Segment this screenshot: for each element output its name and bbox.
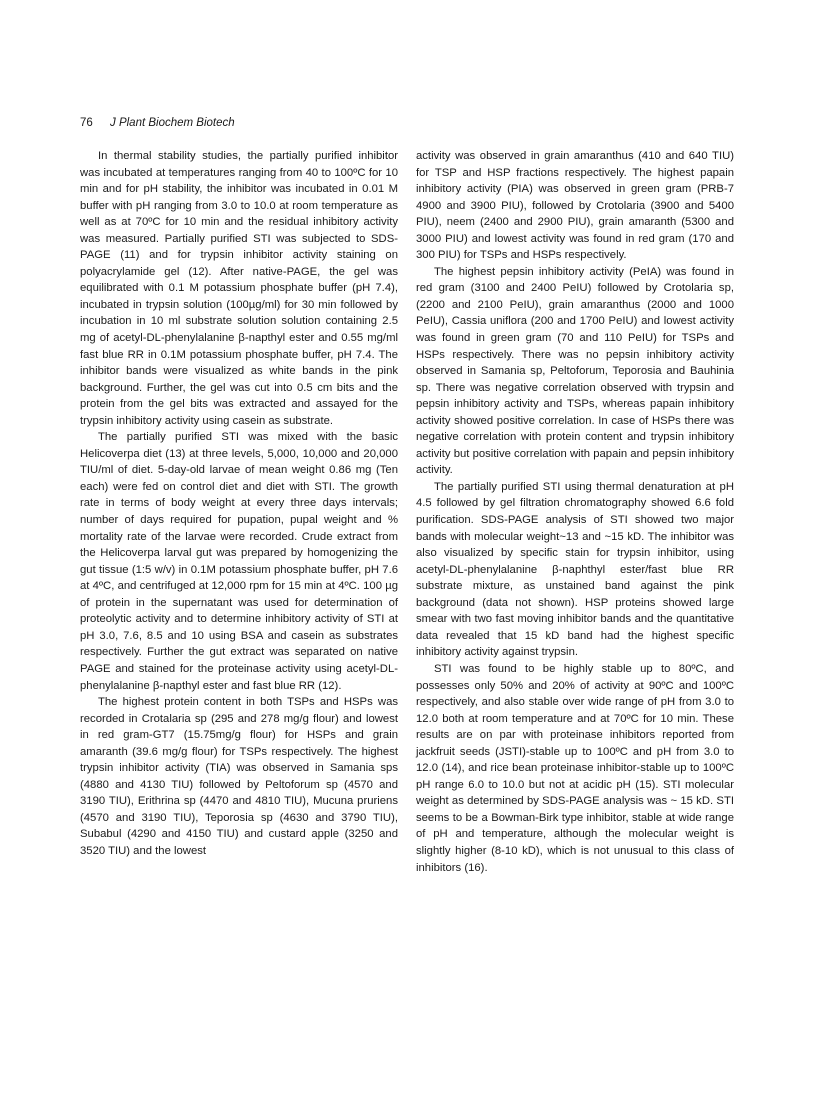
paragraph-purification: The partially purified STI using thermal denaturation at pH 4.5 followed by gel filtration chromatography showed 6.6 fold purification. SDS-PAGE analysis of STI showed two major bands with molecular weight~13 and ~15 kD. The inhibitor was also visualized by specific stain for trypsin inhibitor, using acetyl-DL-phenylalanine β-naphthyl ester/fast blue RR substrate mixture, as unstained band against the pink background (data not shown). HSP proteins showed large smear with two fast moving inhibitor bands and the quantitative data revealed that 15 kD band had the highest specific inhibitory activity against trypsin.	[416, 480, 734, 659]
paragraph-pepsin-inhibitory: The highest pepsin inhibitory activity (PeIA) was found in red gram (3100 and 2400 PeIU) followed by Crotolaria sp, (2200 and 2100 PeIU), grain amaranthus (2000 and 1000 PeIU), Cassia uniflora (200 and 1700 PeIU) and lowest activity was found in green gram (70 and 110 PeIU) for TSPs and HSPs respectively. There was no pepsin inhibitory activity observed in Samania sp, Peltoforum, Teporosia and Bauhinia sp. There was negative correlation observed with trypsin and pepsin inhibitory activity and TSPs, whereas papain inhibitory activity showed positive correlation. In case of HSPs there was negative correlation with protein content and trypsin inhibitory activity but positive correlation with papain and pepsin inhibitory activity.	[416, 265, 734, 477]
paragraph-larval-bioassay: The partially purified STI was mixed with the basic Helicoverpa diet (13) at three levels, 5,000, 10,000 and 20,000 TIU/ml of diet. 5-day-old larvae of mean weight 0.86 mg (Ten each) were fed on control diet and diet with STI. The growth rate in terms of body weight at every three days intervals; number of days required for pupation, pupal weight and % mortality rate of the larvae were recorded. Crude extract from the Helicoverpa larval gut was prepared by homogenizing the gut tissue (1:5 w/v) in 0.1M potassium phosphate buffer, pH 7.6 at 4ºC, and centrifuged at 12,000 rpm for 15 min at 4ºC. 100 µg of protein in the supernatant was used for determination of proteolytic activity and to determine inhibitory activity of STI at pH 3.0, 7.6, 8.5 and 10 using BSA and casein as substrates respectively. Further the gut extract was separated on native PAGE and stained for the proteinase activity using acetyl-DL-phenylalanine β-napthyl ester and fast blue RR (12).	[80, 431, 398, 692]
journal-title: J Plant Biochem Biotech	[110, 117, 235, 129]
paragraph-thermal-stability: In thermal stability studies, the partially purified inhibitor was incubated at temperatures ranging from 40 to 100ºC for 10 min and for pH stability, the inhibitor was incubated in 0.01 M buffer with pH ranging from 3.0 to 10.0 at room temperature as well as at 70ºC for 10 min and the residual inhibitory activity was measured. Partially purified STI was subjected to SDS-PAGE (11) and for trypsin inhibitor activity staining on polyacrylamide gel (12). After native-PAGE, the gel was equilibrated with 0.1 M potassium phosphate buffer (pH 7.4), incubated in trypsin solution (100µg/ml) for 30 min followed by incubation in 10 ml substrate solution solution containing 2.5 mg of acetyl-DL-phenylalanine β-napthyl ester and 0.55 mg/ml fast blue RR in 0.1M potassium phosphate buffer, pH 7.4. The inhibitor bands were visualized as white bands in the pink background. Further, the gel was cut into 0.5 cm bits and the protein from the gel bits was extracted and assayed for the trypsin inhibitory activity using casein as substrate.	[80, 150, 398, 427]
running-header	[80, 117, 235, 129]
paragraph-papain-inhibitory: activity was observed in grain amaranthus (410 and 640 TIU) for TSP and HSP fractions respectively. The highest papain inhibitory activity (PIA) was observed in green gram (PRB-7 4900 and 3900 PIU), followed by Crotolaria (3900 and 5400 PIU), neem (2400 and 2900 PIU), grain amaranth (5300 and 3000 PIU) and lowest activity was found in red gram (170 and 300 PIU) for TSPs and HSPs respectively.	[416, 150, 734, 262]
paragraph-protein-content: The highest protein content in both TSPs and HSPs was recorded in Crotalaria sp (295 and 278 mg/g flour) and lowest in red gram-GT7 (15.75mg/g flour) for HSPs and grain amaranth (39.6 mg/g flour) for TSPs respectively. The highest trypsin inhibitor activity (TIA) was observed in Samania sps (4880 and 4130 TIU) followed by Peltoforum sp (4570 and 3190 TIU), Erithrina sp (4470 and 4810 TIU), Mucuna pruriens (4570 and 3190 TIU), Teporosia sp (4630 and 3790 TIU), Subabul (4290 and 4150 TIU) and custard apple (3250 and 3520 TIU) and the lowest	[80, 696, 398, 857]
right-column	[416, 148, 734, 876]
left-column	[80, 148, 398, 860]
paragraph-stability-results: STI was found to be highly stable up to 80ºC, and possesses only 50% and 20% of activity at 90ºC and 100ºC respectively, and also stable over wide range of pH from 3.0 to 12.0 both at room temperature and at 70ºC for 10 min. These results are on par with proteinase inhibitors reported from jackfruit seeds (JSTI)-stable up to 100ºC and pH from 3.0 to 12.0 (14), and rice bean proteinase inhibitor-stable up to 100ºC pH range 6.0 to 10.0 but not at acidic pH (15). STI molecular weight as determined by SDS-PAGE analysis was ~ 15 kD. STI seems to be a Bowman-Birk type inhibitor, stable at wide range of pH and temperature, although the molecular weight is slightly higher (8-10 kD), which is not unusual to this class of inhibitors (16).	[416, 662, 734, 874]
page-number: 76	[80, 117, 93, 129]
